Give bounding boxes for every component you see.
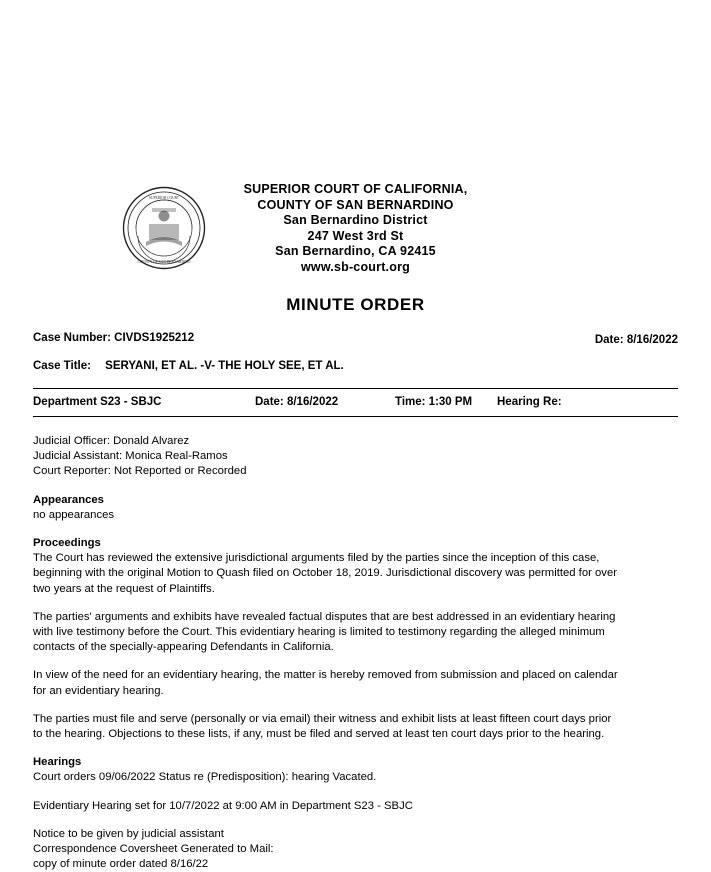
document-body bbox=[33, 434, 623, 872]
hearings-set-line: Evidentiary Hearing set for 10/7/2022 at 9:00 AM in Department S23 - SBJC bbox=[33, 799, 413, 812]
page-title: MINUTE ORDER bbox=[286, 295, 425, 314]
judicial-assistant: Judicial Assistant: Monica Real-Ramos bbox=[33, 450, 228, 463]
proceedings-heading: Proceedings bbox=[33, 537, 101, 550]
proceedings-paragraph: The parties must file and serve (personally or via email) their witness and exhibit lists at least fifteen court days prior to the hearing. Objections to these lists, if any, must be filed and served at least ten court days prior to the hearing. bbox=[33, 712, 612, 741]
document-date-label: Date: bbox=[594, 334, 624, 346]
hearings-heading: Hearings bbox=[33, 756, 82, 769]
court-city-state-zip: San Bernardino, CA 92415 bbox=[275, 244, 436, 258]
divider-bottom bbox=[33, 416, 678, 417]
hearing-date bbox=[255, 396, 338, 408]
notice-line: Notice to be given by judicial assistant bbox=[33, 827, 224, 840]
appearances-text: no appearances bbox=[33, 508, 115, 521]
appearances-heading: Appearances bbox=[33, 493, 104, 506]
hearing-time-value: 1:30 PM bbox=[428, 396, 473, 408]
proceedings-paragraph: The Court has reviewed the extensive jurisdictional arguments filed by the parties since the inception of this case, beginning with the original Motion to Quash filed on October 18, 2019. Jurisdictional discovery was permitted for over two years at the request of Plaintiffs. bbox=[33, 552, 617, 595]
hearing-re-label: Hearing Re: bbox=[497, 396, 562, 408]
svg-text:SUPERIOR COURT: SUPERIOR COURT bbox=[148, 196, 180, 200]
hearing-date-value: 8/16/2022 bbox=[286, 396, 339, 408]
court-street: 247 West 3rd St bbox=[307, 228, 404, 243]
hearing-date-label: Date: bbox=[255, 396, 284, 408]
case-title-row bbox=[33, 360, 678, 372]
case-number-label: Case Number: bbox=[33, 332, 111, 344]
case-title-label: Case Title: bbox=[33, 360, 91, 372]
svg-text:COUNTY OF SAN BERNARDINO: COUNTY OF SAN BERNARDINO bbox=[137, 260, 191, 264]
hearings-vacated-line: Court orders 09/06/2022 Status re (Predisposition): hearing Vacated. bbox=[33, 771, 377, 784]
proceedings-paragraph: The parties' arguments and exhibits have revealed factual disputes that are best addressed in an evidentiary hearing with live testimony before the Court. This evidentiary hearing is limited to testimony regarding the alleged minimum contacts of the specially-appearing Defendants in California. bbox=[33, 610, 616, 654]
hearing-time bbox=[395, 396, 472, 408]
court-district: San Bernardino District bbox=[283, 213, 428, 227]
court-website: www.sb-court.org bbox=[300, 259, 410, 274]
court-name-line1: SUPERIOR COURT OF CALIFORNIA, bbox=[243, 182, 468, 196]
court-reporter: Court Reporter: Not Reported or Recorded bbox=[33, 465, 247, 478]
divider-top bbox=[33, 388, 678, 389]
court-header bbox=[0, 182, 711, 276]
judicial-officer: Judicial Officer: Donald Alvarez bbox=[33, 435, 190, 447]
document-date bbox=[595, 334, 678, 346]
correspondence-line: Correspondence Coversheet Generated to Mail: bbox=[33, 843, 274, 856]
case-number-value: CIVDS1925212 bbox=[114, 332, 195, 344]
minute-order-copy-line: copy of minute order dated 8/16/22 bbox=[33, 858, 209, 871]
hearing-time-label: Time: bbox=[395, 396, 426, 408]
document-date-value: 8/16/2022 bbox=[626, 334, 678, 346]
case-number-row bbox=[33, 332, 678, 344]
proceedings-paragraph: In view of the need for an evidentiary hearing, the matter is hereby removed from submission and placed on calendar for an evidentiary hearing. bbox=[33, 669, 618, 697]
hearing-info-bar bbox=[33, 396, 678, 412]
case-title-value: SERYANI, ET AL. -V- THE HOLY SEE, ET AL. bbox=[105, 360, 344, 372]
department-value: Department S23 - SBJC bbox=[33, 396, 162, 408]
court-name-line2: COUNTY OF SAN BERNARDINO bbox=[257, 197, 454, 212]
